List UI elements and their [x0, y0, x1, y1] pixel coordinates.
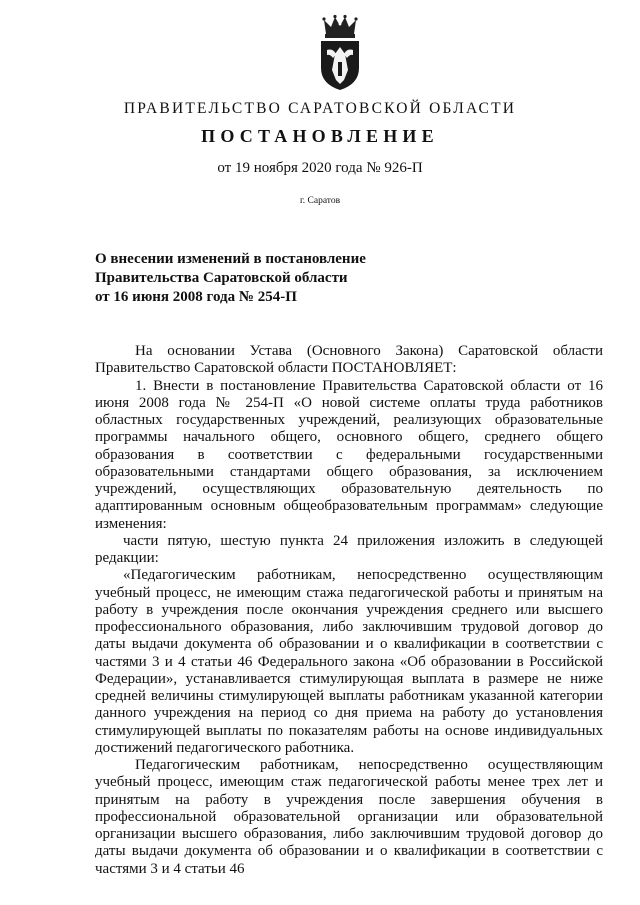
government-name: ПРАВИТЕЛЬСТВО САРАТОВСКОЙ ОБЛАСТИ	[123, 100, 517, 117]
document-city: г. Саратов	[299, 196, 341, 206]
body-paragraph: Педагогическим работникам, непосредственно осуществляющим учебный процесс, имеющим стаж педагогической работы менее трех лет и принятым на работу в учреждения после завершения обучения в профессиональной образовательной организации или образовательной организации высшего образования, либо заключившим трудовой договор до даты выдачи документа об образовании и о квалификации в соответствии с частями 3 и 4 статьи 46	[95, 757, 603, 877]
document-date-number: от 19 ноября 2020 года № 926-П	[217, 160, 423, 176]
title-line: от 16 июня 2008 года № 254-П	[95, 289, 297, 305]
document-type: ПОСТАНОВЛЕНИЕ	[201, 126, 439, 146]
document-title	[95, 250, 366, 307]
title-line: О внесении изменений в постановление	[95, 251, 366, 267]
body-paragraph: На основании Устава (Основного Закона) Саратовской области Правительство Саратовской области ПОСТАНОВЛЯЕТ:	[95, 343, 603, 377]
body-paragraph: 1. Внести в постановление Правительства Саратовской области от 16 июня 2008 года № 254-П «О новой системе оплаты труда работников областных государственных учреждений, реализующих образовательные программы начального общего, основного общего, среднего общего образования в соответствии с федеральными государственными образовательными стандартами общего образования, за исключением учреждений, осуществляющих образовательную деятельность по адаптированным основным общеобразовательным программам» следующие изменения:	[95, 377, 603, 532]
coat-of-arms-icon	[317, 14, 363, 92]
document-body	[95, 343, 603, 878]
body-paragraph: «Педагогическим работникам, непосредственно осуществляющим учебный процесс, не имеющим стажа педагогической работы и принятым на работу в учреждения после окончания учреждения среднего или высшего профессионального образования, либо заключившим трудовой договор до даты выдачи документа об образовании и о квалификации в соответствии с частями 3 и 4 статьи 46 Федерального закона «Об образовании в Российской Федерации», устанавливается стимулирующая выплата в размере не ниже средней величины стимулирующей выплаты работникам указанной категории данного учреждения на период со дня приема на работу до установления стимулирующей выплаты по показателям работы на основе индивидуальных достижений педагогического работника.	[95, 567, 603, 756]
title-line: Правительства Саратовской области	[95, 270, 348, 286]
body-paragraph: части пятую, шестую пункта 24 приложения изложить в следующей редакции:	[95, 532, 603, 566]
